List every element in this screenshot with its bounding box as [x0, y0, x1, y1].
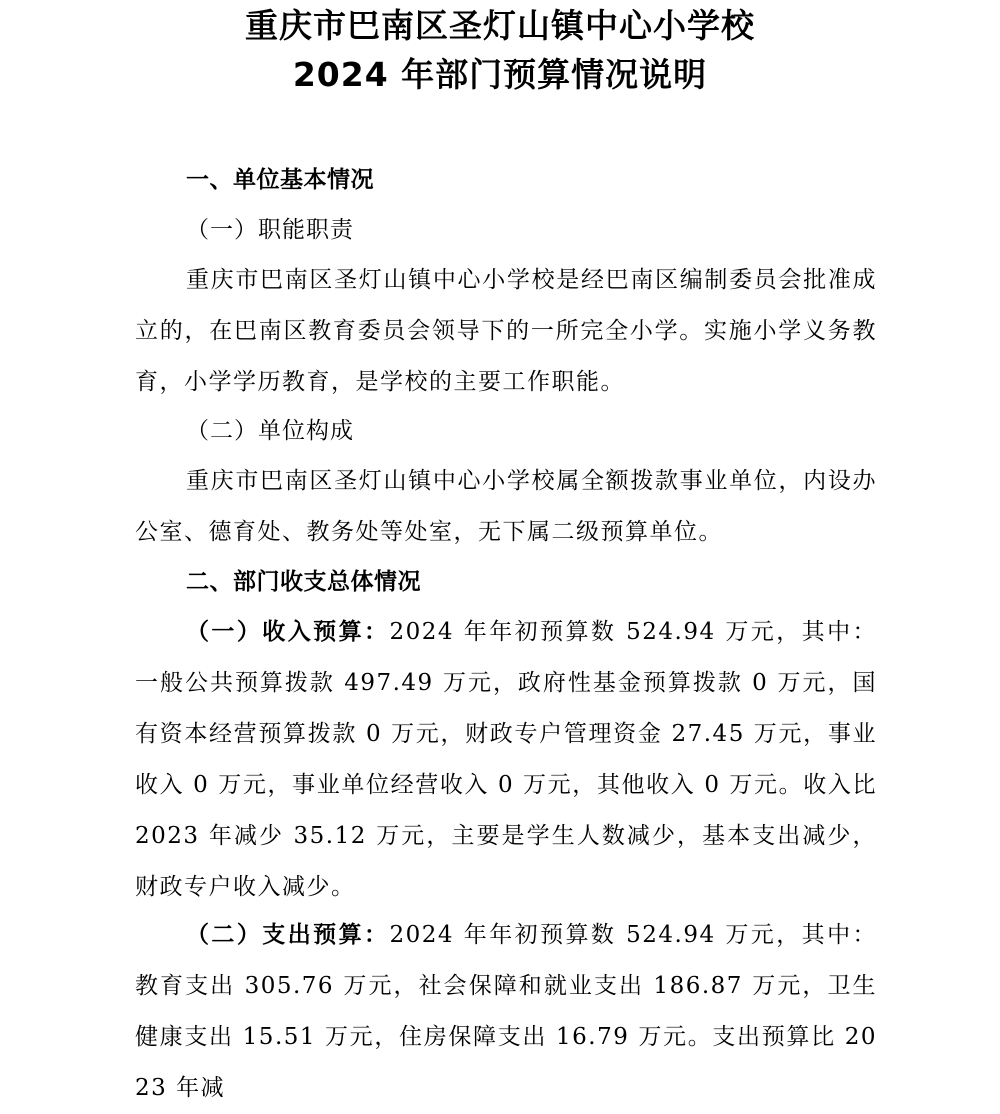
- section1-sub1-heading: （一）职能职责: [186, 217, 354, 243]
- section1-sub2-paragraph: 重庆市巴南区圣灯山镇中心小学校属全额拨款事业单位，内设办公室、德育处、教务处等处室，无下属二级预算单位。: [135, 468, 877, 545]
- document-title-line1: 重庆市巴南区圣灯山镇中心小学校: [245, 6, 755, 45]
- expense-lead: （二）支出预算：: [186, 922, 390, 948]
- section2-income-paragraph: [135, 607, 877, 913]
- section2-expense-paragraph: [135, 910, 877, 1114]
- income-text: 2024 年年初预算数 524.94 万元，其中：一般公共预算拨款 497.49 万元，政府性基金预算拨款 0 万元，国有资本经营预算拨款 0 万元，财政专户管理资金 27.45 万元，事业收入 0 万元，事业单位经营收入 0 万元，其他收入 0 万元。收入比 2023 年减少 35.12 万元，主要是学生人数减少，基本支出减少，财政专户收入减少。: [135, 619, 878, 900]
- document-title-line2: 2024 年部门预算情况说明: [292, 55, 708, 94]
- income-lead: （一）收入预算：: [186, 619, 390, 645]
- section1-sub2-heading: （二）单位构成: [186, 418, 354, 444]
- section1-heading: 一、单位基本情况: [186, 167, 374, 193]
- expense-text: 2024 年年初预算数 524.94 万元，其中：教育支出 305.76 万元，社会保障和就业支出 186.87 万元，卫生健康支出 15.51 万元，住房保障支出 16.79 万元。支出预算比 2023 年减: [135, 922, 878, 1101]
- section1-sub1-paragraph: 重庆市巴南区圣灯山镇中心小学校是经巴南区编制委员会批准成立的，在巴南区教育委员会领导下的一所完全小学。实施小学义务教育，小学学历教育，是学校的主要工作职能。: [135, 267, 877, 395]
- section2-heading: 二、部门收支总体情况: [186, 569, 421, 595]
